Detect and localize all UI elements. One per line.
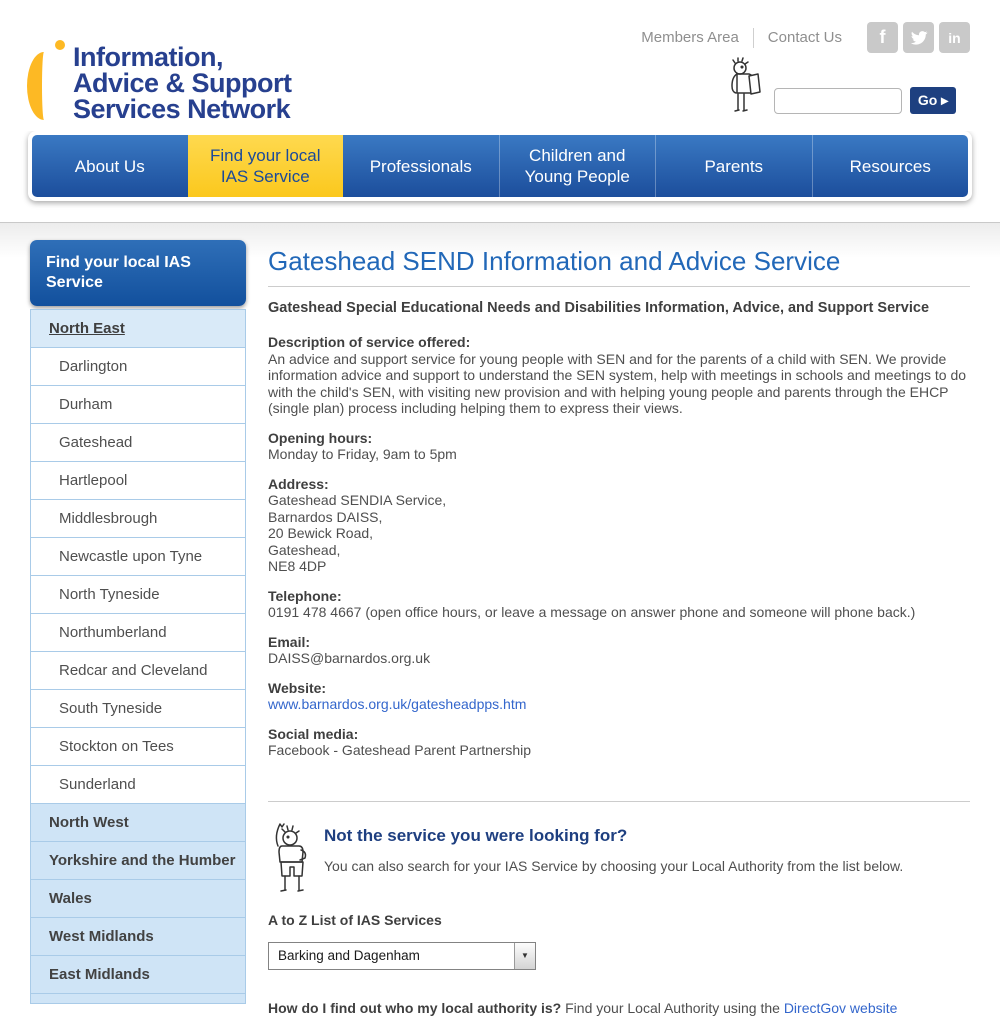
opening-hours-text: Monday to Friday, 9am to 5pm: [268, 446, 457, 462]
site-logo[interactable]: [25, 40, 292, 122]
nav-tab-professionals[interactable]: Professionals: [369, 156, 472, 176]
sidebar-item-newcastle-upon-tyne[interactable]: Newcastle upon Tyne: [31, 538, 245, 576]
site-header: [0, 0, 1000, 131]
sidebar-item-north-tyneside[interactable]: North Tyneside: [31, 576, 245, 614]
search-go-button[interactable]: Go ▸: [910, 87, 956, 114]
person-waving-illustration: [268, 818, 318, 898]
help-text: Find your Local Authority using the: [561, 999, 784, 1016]
social-media-text: Facebook - Gateshead Parent Partnership: [268, 742, 532, 758]
sidebar-region-north-west[interactable]: North West: [31, 804, 245, 842]
address-line: Gateshead,: [268, 541, 341, 558]
telephone-label: Telephone:: [268, 587, 342, 604]
sidebar-title[interactable]: Find your local IAS Service: [30, 240, 246, 306]
website-link[interactable]: www.barnardos.org.uk/gatesheadpps.htm: [268, 696, 527, 712]
person-reading-list-illustration: [724, 56, 766, 118]
go-arrow-icon: ▸: [941, 92, 949, 108]
nav-tab-resources[interactable]: Resources: [812, 135, 969, 197]
email-label: Email:: [268, 633, 311, 650]
sidebar-region-partial[interactable]: [31, 994, 245, 1003]
divider: [268, 801, 970, 802]
divider: [753, 28, 754, 48]
sidebar-region-north-east[interactable]: North East: [31, 310, 245, 348]
members-area-link[interactable]: Members Area: [641, 29, 739, 46]
nav-tab-children-and-young-people[interactable]: Children and Young People: [499, 135, 656, 197]
social-media-section: [268, 726, 970, 759]
opening-hours-label: Opening hours:: [268, 429, 373, 446]
address-line: NE8 4DP: [268, 558, 327, 574]
select-value: Barking and Dagenham: [278, 948, 420, 963]
sidebar-region-yorkshire-and-the-humber[interactable]: Yorkshire and the Humber: [31, 842, 245, 880]
local-authority-select[interactable]: [268, 942, 536, 970]
sidebar-item-durham[interactable]: Durham: [31, 386, 245, 424]
main-navigation: [28, 131, 972, 201]
service-subtitle: Gateshead Special Educational Needs and Disabilities Information, Advice, and Support Service: [268, 300, 930, 316]
website-section: [268, 680, 970, 713]
address-label: Address:: [268, 475, 329, 492]
sidebar-item-darlington[interactable]: Darlington: [31, 348, 245, 386]
dropdown-arrow-icon[interactable]: ▼: [514, 943, 535, 969]
sidebar-region-west-midlands[interactable]: West Midlands: [31, 918, 245, 956]
sidebar-item-northumberland[interactable]: Northumberland: [31, 614, 245, 652]
logo-crescent-icon: [25, 40, 71, 120]
description-text: An advice and support service for young people with SEN and for the parents of a child with SEN. We provide information advice and support to understand the SEN system, help with meetings in schools and meetings to do with the child's SEN, with visiting new provision and with helping young people and parents through the EHCP (single plan) process including helping them to express their views.: [268, 350, 967, 416]
email-section: [268, 634, 970, 667]
address-line: 20 Bewick Road,: [268, 525, 374, 541]
main-content: [246, 240, 1000, 1016]
sidebar-item-stockton-on-tees[interactable]: Stockton on Tees: [31, 728, 245, 766]
sidebar-item-gateshead[interactable]: Gateshead: [31, 424, 245, 462]
sidebar-item-sunderland[interactable]: Sunderland: [31, 766, 245, 804]
directgov-link[interactable]: DirectGov website: [783, 999, 898, 1016]
nav-tab-find-your-local-ias-service[interactable]: Find your local IAS Service: [188, 135, 344, 197]
page-title: Gateshead SEND Information and Advice Service: [268, 246, 841, 276]
logo-text: Information, Advice & Support Services Network: [73, 42, 292, 124]
nav-tab-parents[interactable]: Parents: [655, 135, 812, 197]
atoz-list-label: A to Z List of IAS Services: [268, 911, 442, 928]
sidebar-region-east-midlands[interactable]: East Midlands: [31, 956, 245, 994]
sidebar-item-redcar-and-cleveland[interactable]: Redcar and Cleveland: [31, 652, 245, 690]
description-label: Description of service offered:: [268, 334, 471, 350]
contact-us-link[interactable]: Contact Us: [767, 29, 842, 46]
linkedin-icon[interactable]: in: [939, 22, 970, 53]
divider: [268, 286, 970, 287]
sidebar-item-south-tyneside[interactable]: South Tyneside: [31, 690, 245, 728]
telephone-section: [268, 588, 970, 621]
address-section: [268, 476, 970, 575]
twitter-icon[interactable]: [903, 22, 934, 53]
email-text: DAISS@barnardos.org.uk: [268, 650, 431, 666]
nav-tab-about-us[interactable]: About Us: [74, 156, 145, 176]
not-found-heading: Not the service you were looking for?: [324, 825, 628, 845]
facebook-icon[interactable]: f: [867, 22, 898, 53]
sidebar-item-hartlepool[interactable]: Hartlepool: [31, 462, 245, 500]
telephone-text: 0191 478 4667 (open office hours, or leave a message on answer phone and someone will phone back.): [268, 604, 916, 620]
address-line: Barnardos DAISS,: [268, 508, 383, 525]
website-label: Website:: [268, 679, 327, 696]
not-found-section: [268, 818, 970, 898]
local-authority-help: [268, 1000, 970, 1016]
sidebar: [30, 240, 246, 1016]
sidebar-region-wales[interactable]: Wales: [31, 880, 245, 918]
sidebar-item-middlesbrough[interactable]: Middlesbrough: [31, 500, 245, 538]
social-media-label: Social media:: [268, 725, 359, 742]
not-found-text: You can also search for your IAS Service by choosing your Local Authority from the list below.: [324, 857, 904, 874]
opening-hours-section: [268, 430, 970, 463]
address-line: Gateshead SENDIA Service,: [268, 492, 447, 508]
description-section: [268, 334, 970, 417]
search-input[interactable]: [774, 88, 902, 114]
help-question: How do I find out who my local authority is?: [268, 999, 562, 1016]
